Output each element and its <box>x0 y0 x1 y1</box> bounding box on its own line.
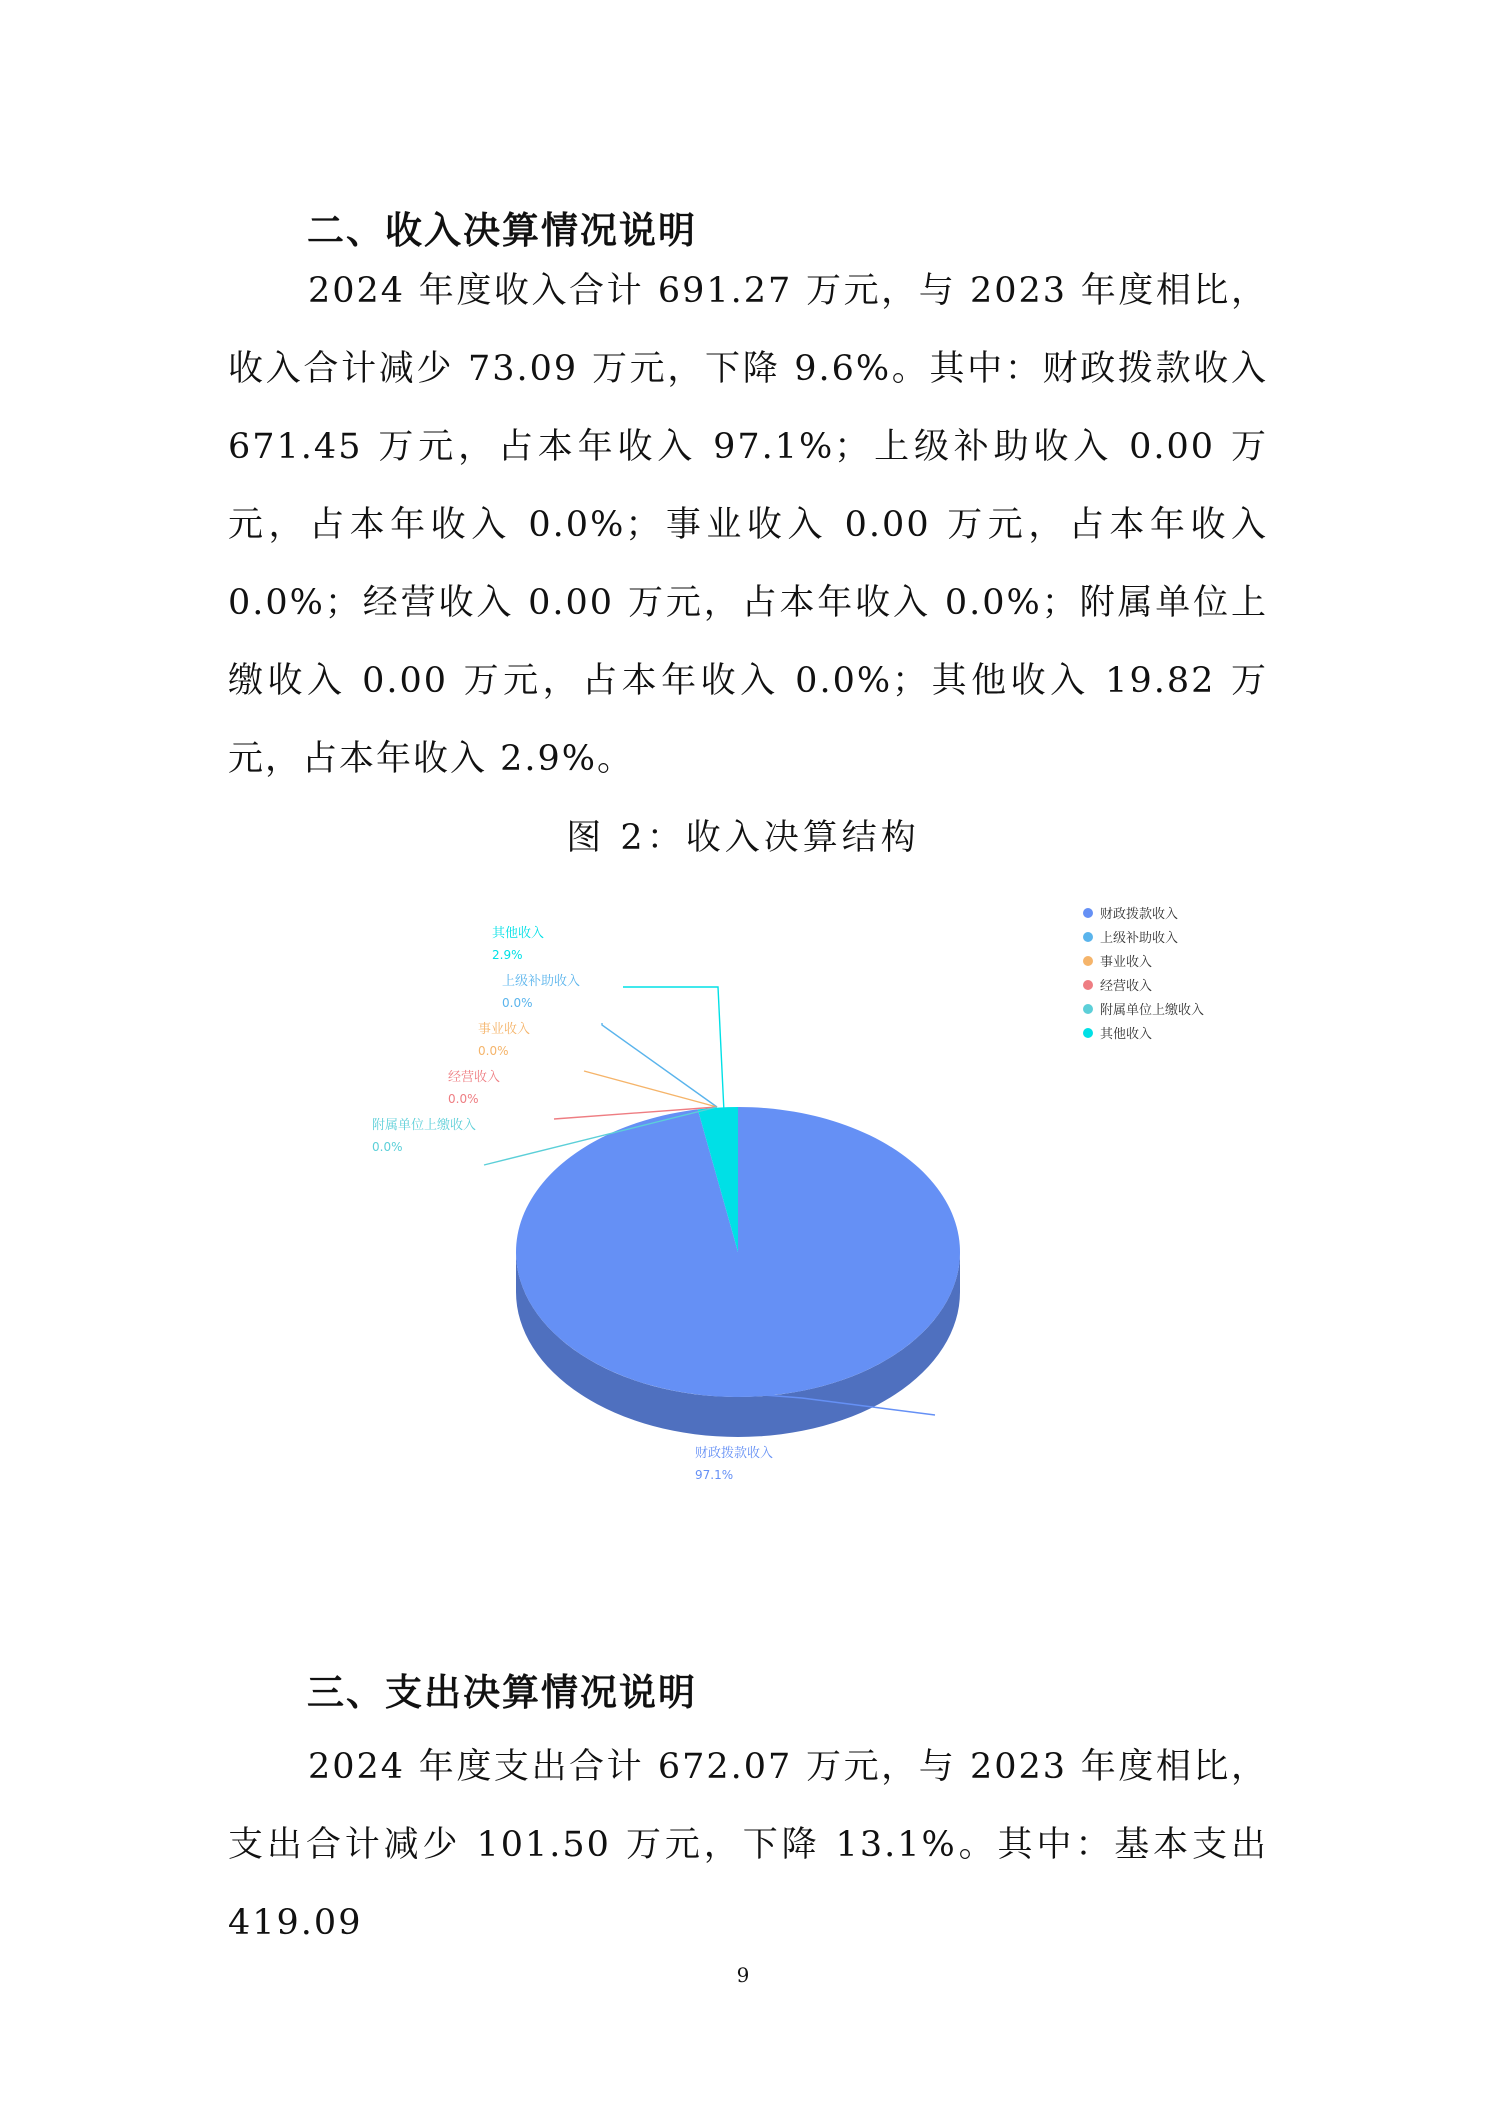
callout-category-label: 财政拨款收入 <box>695 1446 774 1461</box>
legend-label: 附属单位上缴收入 <box>1100 1003 1205 1018</box>
pie-3d <box>516 1107 960 1437</box>
legend-label: 财政拨款收入 <box>1100 907 1179 922</box>
legend-swatch <box>1083 980 1093 990</box>
income-paragraph: 2024 年度收入合计 691.27 万元，与 2023 年度相比，收入合计减少 73.09 万元，下降 9.6%。其中：财政拨款收入 671.45 万元，占本年收入 97.1%；上级补助收入 0.00 万元，占本年收入 0.0%；事业收入 0.00 万元，占本年收入 0.0%；经营收入 0.00 万元，占本年收入 0.0%；附属单位上缴收入 0.00 万元，占本年收入 0.0%；其他收入 19.82 万元，占本年收入 2.9%。 <box>228 271 1268 779</box>
callout-value-label: 0.0% <box>502 996 533 1010</box>
callout-value-label: 2.9% <box>492 948 523 962</box>
legend-swatch <box>1083 956 1093 966</box>
legend-swatch <box>1083 1028 1093 1038</box>
section-heading-income: 二、收入决算情况说明 <box>307 209 697 252</box>
callout-value-label: 0.0% <box>478 1044 509 1058</box>
chart-legend <box>1083 906 1204 1042</box>
callout-value-label: 0.0% <box>448 1092 479 1106</box>
callout-value-label: 0.0% <box>372 1140 403 1154</box>
legend-label: 经营收入 <box>1100 979 1153 994</box>
callout-leader-line <box>623 987 724 1112</box>
callout-category-label: 经营收入 <box>448 1070 501 1085</box>
figure-caption: 图 2：收入决算结构 <box>566 818 920 858</box>
section-heading-expenditure: 三、支出决算情况说明 <box>307 1671 697 1714</box>
expenditure-paragraph: 2024 年度支出合计 672.07 万元，与 2023 年度相比，支出合计减少 101.50 万元，下降 13.1%。其中：基本支出 419.09 <box>228 1747 1268 1943</box>
legend-label: 其他收入 <box>1100 1027 1153 1042</box>
income-structure-pie-chart <box>340 895 1260 1495</box>
callout-category-label: 其他收入 <box>492 926 545 941</box>
callout-category-label: 事业收入 <box>478 1022 531 1037</box>
callout-leader-line <box>584 1071 717 1107</box>
callout-category-label: 上级补助收入 <box>502 974 581 989</box>
callout-category-label: 附属单位上缴收入 <box>372 1118 477 1133</box>
legend-swatch <box>1083 932 1093 942</box>
callout-value-label: 97.1% <box>695 1468 734 1482</box>
legend-swatch <box>1083 1004 1093 1014</box>
page-number: 9 <box>736 1963 750 1987</box>
legend-label: 上级补助收入 <box>1100 931 1179 946</box>
legend-label: 事业收入 <box>1100 955 1153 970</box>
callout-leader-line <box>602 1023 717 1107</box>
legend-swatch <box>1083 908 1093 918</box>
pie-slice <box>516 1107 960 1397</box>
